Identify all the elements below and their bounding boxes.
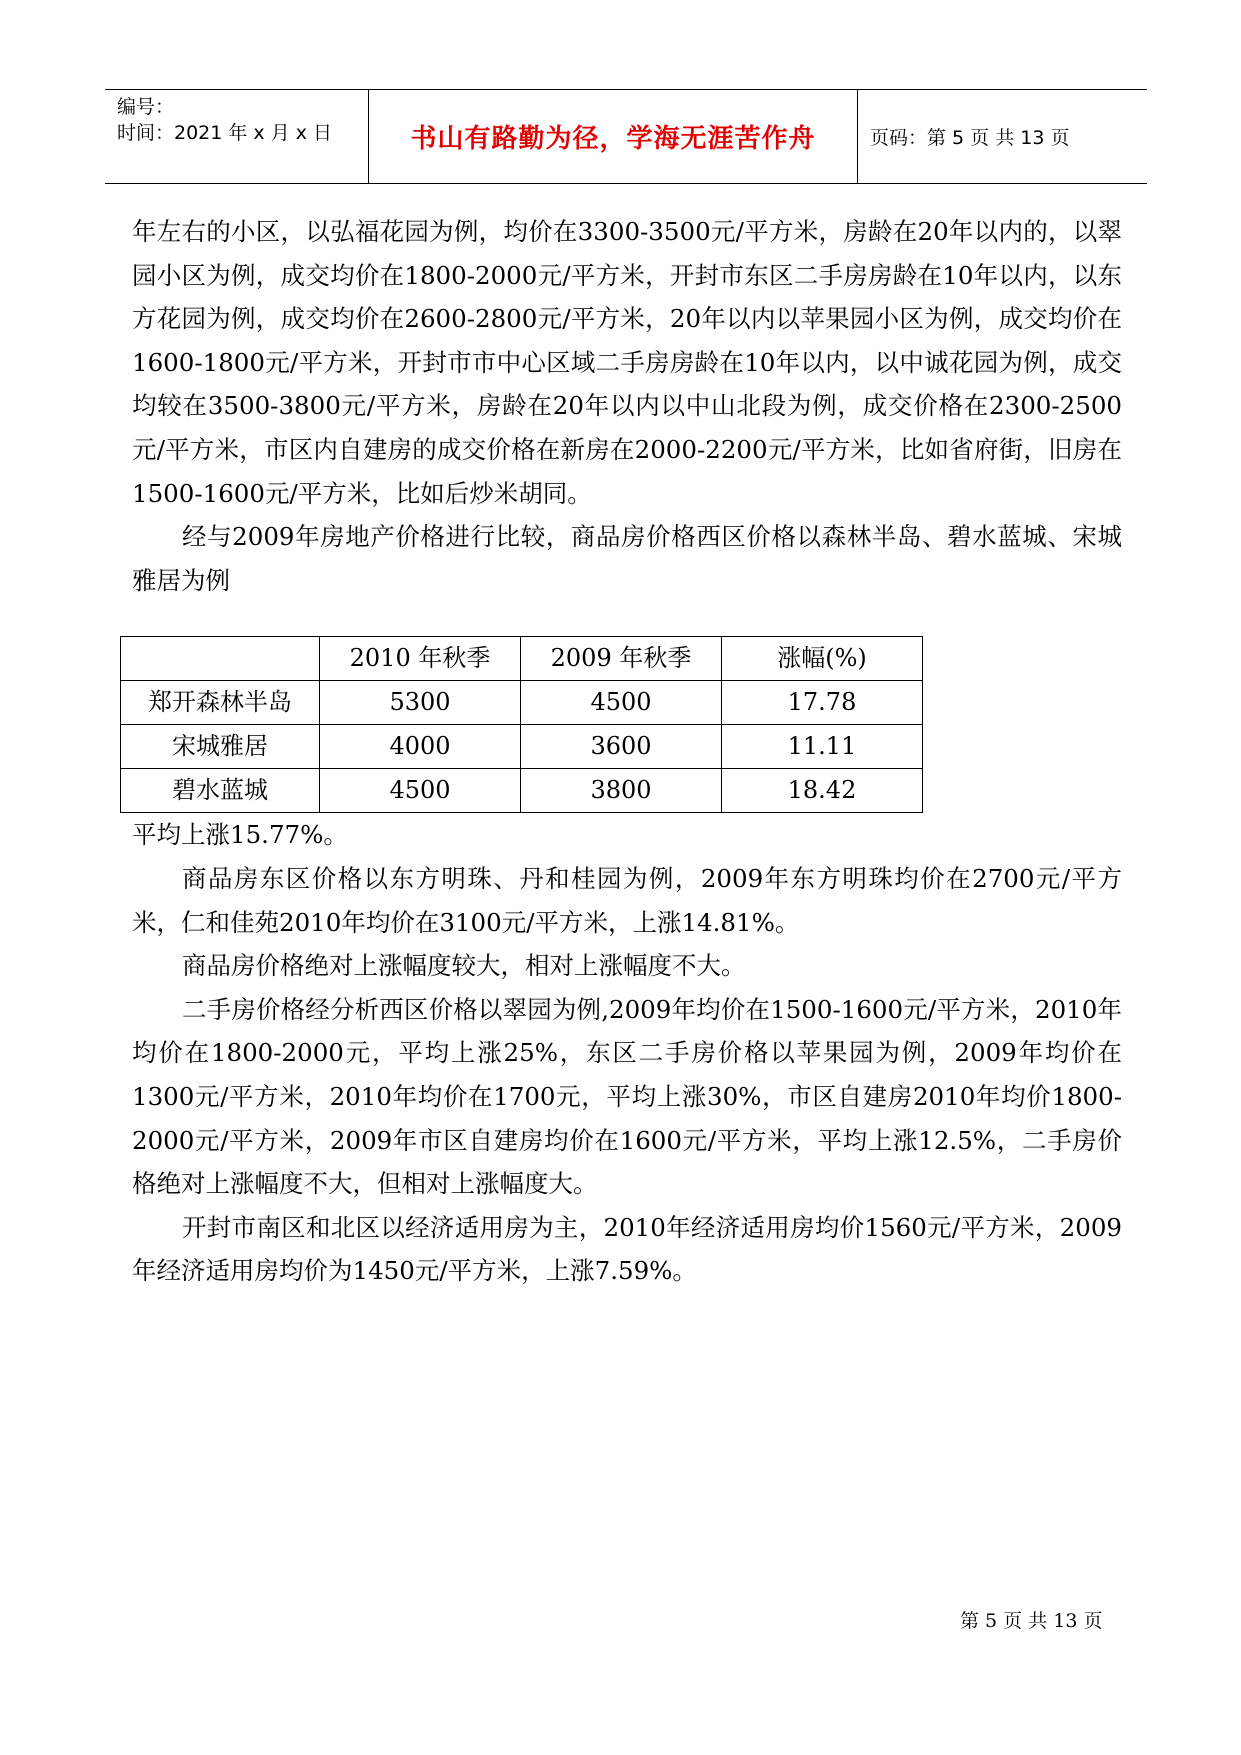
table-header-row [121, 637, 923, 681]
table-header-cell: 2010 年秋季 [320, 637, 521, 681]
spacer [132, 602, 1122, 636]
table-cell: 11.11 [722, 725, 923, 769]
paragraph-affordable-housing: 开封市南区和北区以经济适用房为主，2010年经济适用房均价1560元/平方米，2009年经济适用房均价为1450元/平方米，上涨7.59%。 [132, 1212, 1122, 1286]
table-cell: 5300 [320, 681, 521, 725]
table-header-cell: 2009 年秋季 [521, 637, 722, 681]
table-cell: 3600 [521, 725, 722, 769]
page-header [105, 89, 1147, 184]
header-page-cell [858, 90, 1147, 183]
document-time-label: 时间：2021 年 x 月 x 日 [117, 122, 333, 144]
table-cell: 碧水蓝城 [121, 769, 320, 813]
table-cell: 4000 [320, 725, 521, 769]
paragraph-secondhand-prices: 年左右的小区，以弘福花园为例，均价在3300-3500元/平方米，房龄在20年以内的，以翠园小区为例，成交均价在1800-2000元/平方米，开封市东区二手房房龄在10年以内，以东方花园为例，成交均价在2600-2800元/平方米，20年以内以苹果园小区为例，成交均价在1600-1800元/平方米，开封市市中心区域二手房房龄在10年以内，以中诚花园为例，成交均较在3500-3800元/平方米，房龄在20年以内以中山北段为例，成交价格在2300-2500元/平方米，市区内自建房的成交价格在新房在2000-2200元/平方米，比如省府街，旧房在1500-1600元/平方米，比如后炒米胡同。 [132, 217, 1122, 508]
table-cell: 4500 [521, 681, 722, 725]
table-cell: 3800 [521, 769, 722, 813]
table-cell: 4500 [320, 769, 521, 813]
paragraph-east-district: 商品房东区价格以东方明珠、丹和桂园为例，2009年东方明珠均价在2700元/平方米，仁和佳苑2010年均价在3100元/平方米，上涨14.81%。 [132, 863, 1122, 937]
table-cell: 18.42 [722, 769, 923, 813]
price-comparison-table [120, 636, 923, 813]
table-cell: 17.78 [722, 681, 923, 725]
header-left-cell [105, 90, 369, 183]
table-cell: 郑开森林半岛 [121, 681, 320, 725]
table-header-cell [121, 637, 320, 681]
paragraph-average-rise: 平均上涨15.77%。 [132, 820, 348, 850]
table-row [121, 681, 923, 725]
table-cell: 宋城雅居 [121, 725, 320, 769]
paragraph-summary: 商品房价格绝对上涨幅度较大，相对上涨幅度不大。 [182, 951, 746, 981]
header-motto-cell [369, 90, 858, 183]
header-motto: 书山有路勤为径，学海无涯苦作舟 [410, 124, 816, 154]
page-footer: 第 5 页 共 13 页 [960, 1610, 1103, 1632]
table-row [121, 769, 923, 813]
paragraph-secondhand-analysis: 二手房价格经分析西区价格以翠园为例,2009年均价在1500-1600元/平方米，2010年均价在1800-2000元，平均上涨25%，东区二手房价格以苹果园为例，2009年均价在1300元/平方米，2010年均价在1700元，平均上涨30%，市区自建房2010年均价1800-2000元/平方米，2009年市区自建房均价在1600元/平方米，平均上涨12.5%，二手房价格绝对上涨幅度不大，但相对上涨幅度大。 [132, 994, 1122, 1199]
document-body [132, 210, 1122, 1293]
table-header-cell: 涨幅(%) [722, 637, 923, 681]
header-page-info: 页码：第 5 页 共 13 页 [870, 127, 1070, 149]
paragraph-comparison-intro: 经与2009年房地产价格进行比较，商品房价格西区价格以森林半岛、碧水蓝城、宋城雅居为例 [132, 522, 1122, 595]
document-number-label: 编号： [117, 96, 175, 118]
table-row [121, 725, 923, 769]
